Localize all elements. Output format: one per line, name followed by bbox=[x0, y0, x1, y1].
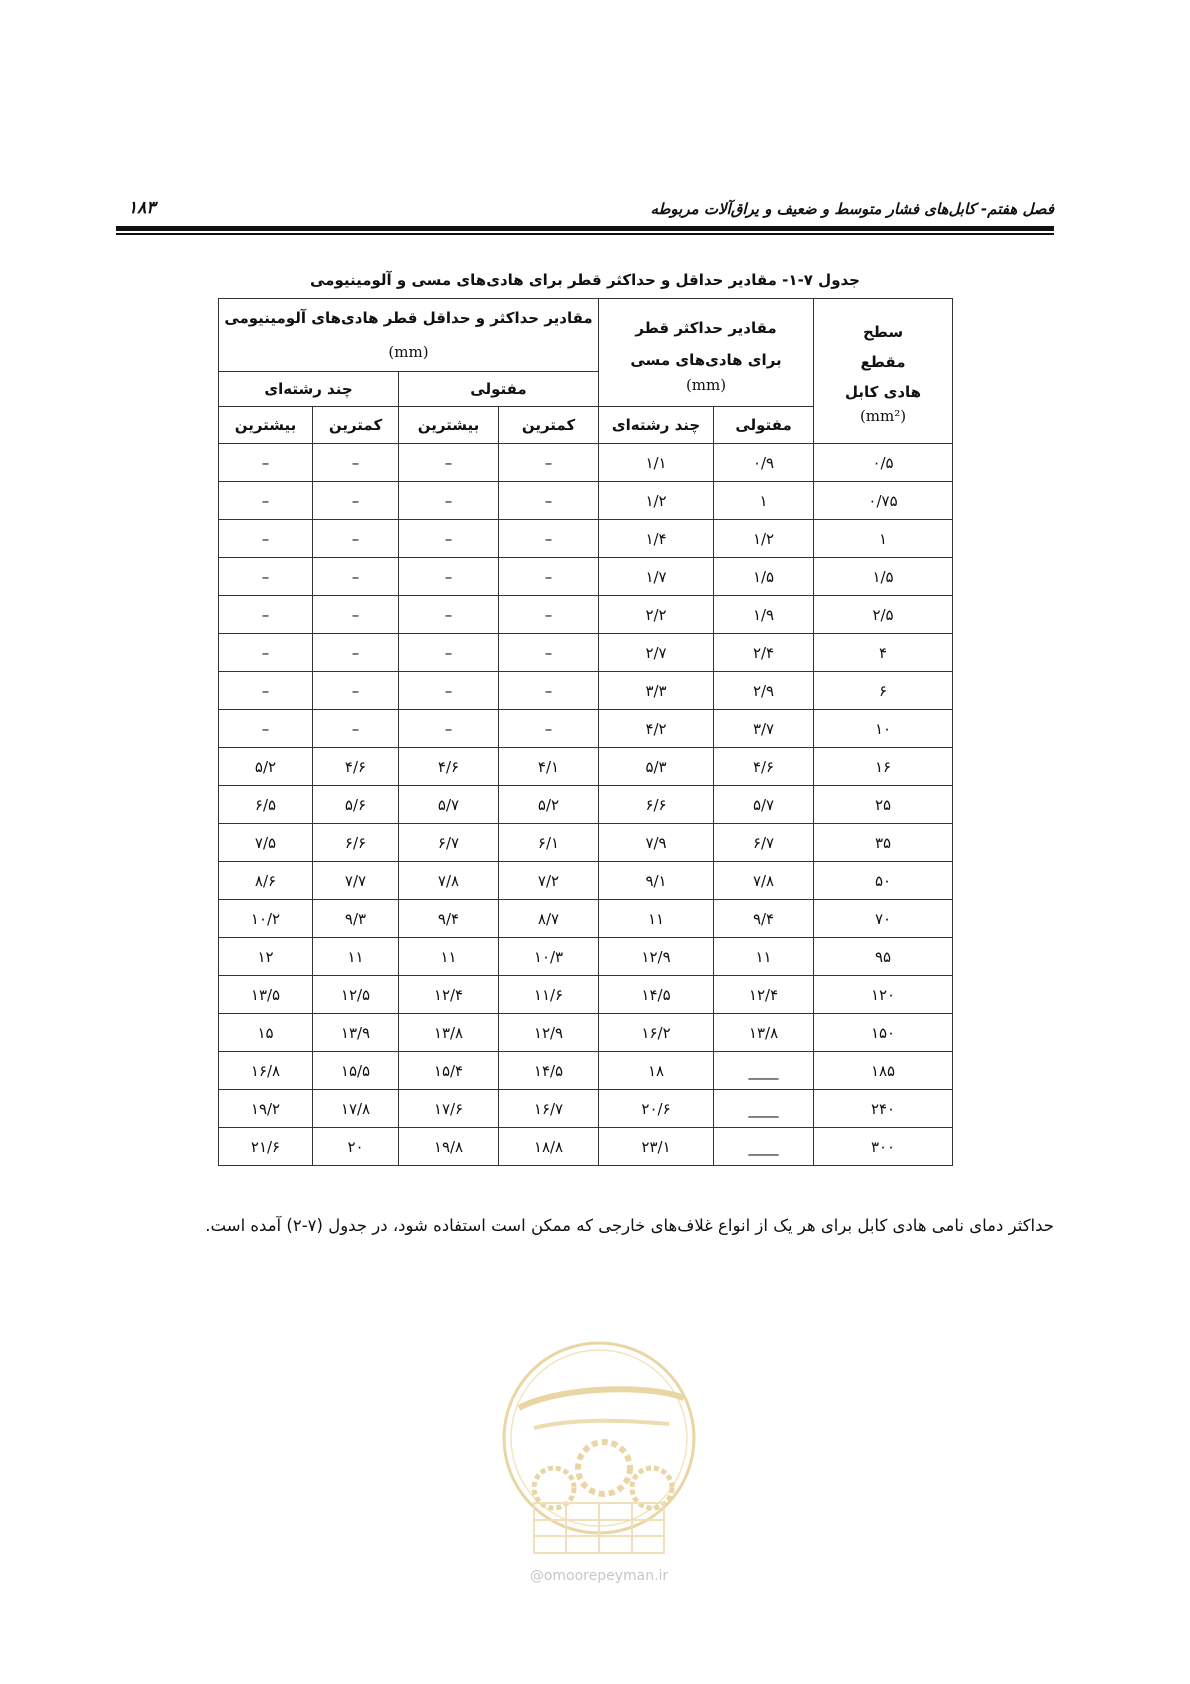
table-cell: ۱۵ bbox=[219, 1014, 313, 1052]
table-cell: ۷/۲ bbox=[499, 862, 599, 900]
header-al-stranded-max: بیشترین bbox=[219, 407, 313, 444]
table-cell: – bbox=[313, 444, 399, 482]
table-cell: ۱۶ bbox=[814, 748, 953, 786]
table-cell: – bbox=[313, 672, 399, 710]
table-row bbox=[219, 558, 953, 596]
diameter-table bbox=[218, 298, 953, 1166]
table-cell: ۴/۶ bbox=[399, 748, 499, 786]
table-cell: ۹۵ bbox=[814, 938, 953, 976]
table-cell: ۶/۶ bbox=[599, 786, 714, 824]
table-row bbox=[219, 672, 953, 710]
table-cell: ۱۲۰ bbox=[814, 976, 953, 1014]
table-cell: ۱/۵ bbox=[714, 558, 814, 596]
table-row bbox=[219, 520, 953, 558]
table-cell: ۱/۲ bbox=[599, 482, 714, 520]
table-cell: – bbox=[399, 672, 499, 710]
table-cell: ۱/۴ bbox=[599, 520, 714, 558]
table-row bbox=[219, 900, 953, 938]
table-cell: ۹/۴ bbox=[714, 900, 814, 938]
table-cell: ۱۰ bbox=[814, 710, 953, 748]
table-cell: – bbox=[219, 444, 313, 482]
table-cell: ____ bbox=[714, 1090, 814, 1128]
table-row bbox=[219, 1014, 953, 1052]
table-cell: ۴/۲ bbox=[599, 710, 714, 748]
table-cell: – bbox=[499, 520, 599, 558]
table-cell: ۷/۵ bbox=[219, 824, 313, 862]
watermark-emblem bbox=[494, 1328, 704, 1564]
table-cell: ۱۲ bbox=[219, 938, 313, 976]
table-body bbox=[219, 444, 953, 1166]
aluminum-unit: (mm) bbox=[388, 343, 429, 361]
table-cell: ۷/۸ bbox=[399, 862, 499, 900]
table-row bbox=[219, 1052, 953, 1090]
chapter-title: فصل هفتم- کابل‌های فشار متوسط و ضعیف و یراق‌آلات مربوطه bbox=[650, 200, 1054, 218]
body-paragraph: حداکثر دمای نامی هادی کابل برای هر یک از انواع غلاف‌های خارجی که ممکن است استفاده شود، در جدول (۷-۲) آمده است. bbox=[205, 1216, 1054, 1235]
table-cell: ۲۳/۱ bbox=[599, 1128, 714, 1166]
table-cell: ۹/۴ bbox=[399, 900, 499, 938]
table-cell: ۶/۷ bbox=[399, 824, 499, 862]
table-cell: ۱۲/۴ bbox=[714, 976, 814, 1014]
table-cell: – bbox=[219, 634, 313, 672]
table-cell: ۲/۵ bbox=[814, 596, 953, 634]
table-cell: – bbox=[313, 596, 399, 634]
table-cell: – bbox=[399, 520, 499, 558]
cross-section-unit: (mm²) bbox=[859, 407, 907, 425]
table-cell: ۳۵ bbox=[814, 824, 953, 862]
table-cell: ۲/۹ bbox=[714, 672, 814, 710]
header-al-stranded: چند رشته‌ای bbox=[219, 372, 399, 407]
table-cell: ۱/۷ bbox=[599, 558, 714, 596]
table-row bbox=[219, 786, 953, 824]
table-cell: ۷۰ bbox=[814, 900, 953, 938]
table-cell: – bbox=[499, 710, 599, 748]
table-cell: ____ bbox=[714, 1052, 814, 1090]
table-cell: ۲۴۰ bbox=[814, 1090, 953, 1128]
table-cell: ۵/۲ bbox=[499, 786, 599, 824]
table-cell: ۵/۳ bbox=[599, 748, 714, 786]
table-cell: ۱۳/۵ bbox=[219, 976, 313, 1014]
table-cell: ۰/۵ bbox=[814, 444, 953, 482]
table-cell: ۱۱ bbox=[313, 938, 399, 976]
table-cell: ۱/۲ bbox=[714, 520, 814, 558]
table-cell: ۶ bbox=[814, 672, 953, 710]
table-cell: ۱۱/۶ bbox=[499, 976, 599, 1014]
table-cell: ۱۷/۶ bbox=[399, 1090, 499, 1128]
header-cross-section: سطح مقطع هادی کابل (mm²) bbox=[814, 299, 953, 444]
header-al-solid-max: بیشترین bbox=[399, 407, 499, 444]
table-cell: ۱۹/۲ bbox=[219, 1090, 313, 1128]
table-cell: ۱۱ bbox=[599, 900, 714, 938]
table-cell: ۶/۷ bbox=[714, 824, 814, 862]
table-cell: ۱۳/۸ bbox=[399, 1014, 499, 1052]
table-caption: جدول ۷-۱- مقادیر حداقل و حداکثر قطر برای هادی‌های مسی و آلومینیومی bbox=[310, 271, 860, 289]
table-cell: ۲/۴ bbox=[714, 634, 814, 672]
table-row bbox=[219, 976, 953, 1014]
table-cell: ۶/۱ bbox=[499, 824, 599, 862]
table-cell: – bbox=[219, 710, 313, 748]
table-cell: ۹/۱ bbox=[599, 862, 714, 900]
table-cell: ۵/۲ bbox=[219, 748, 313, 786]
table-row bbox=[219, 482, 953, 520]
table-cell: ۱۶/۷ bbox=[499, 1090, 599, 1128]
table-row bbox=[219, 1128, 953, 1166]
header-al-solid-min: کمترین bbox=[499, 407, 599, 444]
header-cu-stranded: چند رشته‌ای bbox=[599, 407, 714, 444]
header-rule-thin bbox=[116, 233, 1054, 235]
table-cell: – bbox=[399, 710, 499, 748]
table-row bbox=[219, 824, 953, 862]
table-cell: – bbox=[399, 596, 499, 634]
table-cell: ۱/۵ bbox=[814, 558, 953, 596]
table-cell: ۸/۶ bbox=[219, 862, 313, 900]
table-cell: ۷/۷ bbox=[313, 862, 399, 900]
table-cell: ۳/۷ bbox=[714, 710, 814, 748]
page-number: ۱۸۳ bbox=[128, 198, 156, 218]
table-cell: ۱۶/۲ bbox=[599, 1014, 714, 1052]
table-cell: – bbox=[219, 520, 313, 558]
table-row bbox=[219, 444, 953, 482]
table-cell: ۱۸ bbox=[599, 1052, 714, 1090]
table-cell: ۱۲/۵ bbox=[313, 976, 399, 1014]
table-cell: – bbox=[219, 558, 313, 596]
table-cell: ۲۵ bbox=[814, 786, 953, 824]
table-cell: ۰/۹ bbox=[714, 444, 814, 482]
table-cell: ۲۰ bbox=[313, 1128, 399, 1166]
table-row bbox=[219, 938, 953, 976]
copper-unit: (mm) bbox=[685, 375, 727, 394]
header-cu-solid: مفتولی bbox=[714, 407, 814, 444]
table-cell: ____ bbox=[714, 1128, 814, 1166]
table-cell: ۱۲/۴ bbox=[399, 976, 499, 1014]
table-cell: ۱۸/۸ bbox=[499, 1128, 599, 1166]
table-cell: ۲/۲ bbox=[599, 596, 714, 634]
table-cell: – bbox=[499, 672, 599, 710]
table-cell: ۴/۱ bbox=[499, 748, 599, 786]
table-cell: ۱۵/۵ bbox=[313, 1052, 399, 1090]
table-row bbox=[219, 862, 953, 900]
table-cell: ۱۴/۵ bbox=[599, 976, 714, 1014]
table-cell: ۱۵۰ bbox=[814, 1014, 953, 1052]
table-cell: ۱۵/۴ bbox=[399, 1052, 499, 1090]
table-cell: – bbox=[499, 444, 599, 482]
table-cell: – bbox=[313, 634, 399, 672]
table-row bbox=[219, 710, 953, 748]
table-cell: ۷/۹ bbox=[599, 824, 714, 862]
table-cell: – bbox=[499, 634, 599, 672]
header-al-stranded-min: کمترین bbox=[313, 407, 399, 444]
table-cell: ۱۸۵ bbox=[814, 1052, 953, 1090]
table-cell: ۱۳/۸ bbox=[714, 1014, 814, 1052]
table-cell: ۵/۷ bbox=[399, 786, 499, 824]
table-row bbox=[219, 596, 953, 634]
table-cell: – bbox=[399, 558, 499, 596]
table-cell: ۱۲/۹ bbox=[599, 938, 714, 976]
table-cell: – bbox=[399, 482, 499, 520]
table-cell: ۹/۳ bbox=[313, 900, 399, 938]
table-cell: ۱۲/۹ bbox=[499, 1014, 599, 1052]
table-row bbox=[219, 634, 953, 672]
table-cell: – bbox=[219, 482, 313, 520]
table-cell: – bbox=[219, 596, 313, 634]
table-cell: – bbox=[313, 482, 399, 520]
table-cell: – bbox=[313, 558, 399, 596]
table-cell: ۱۰/۳ bbox=[499, 938, 599, 976]
table-row bbox=[219, 1090, 953, 1128]
table-cell: ۱ bbox=[714, 482, 814, 520]
table-cell: ۳/۳ bbox=[599, 672, 714, 710]
table-cell: – bbox=[219, 672, 313, 710]
table-cell: – bbox=[313, 520, 399, 558]
table-cell: ۱۴/۵ bbox=[499, 1052, 599, 1090]
table-cell: ۱۷/۸ bbox=[313, 1090, 399, 1128]
table-cell: – bbox=[499, 558, 599, 596]
header-copper: مقادیر حداکثر قطر برای هادی‌های مسی (mm) bbox=[599, 299, 814, 407]
watermark-url: @omoorepeyman.ir bbox=[529, 1568, 669, 1584]
table-cell: ۴/۶ bbox=[714, 748, 814, 786]
table-cell: – bbox=[499, 596, 599, 634]
table-cell: ۱۰/۲ bbox=[219, 900, 313, 938]
table-cell: ۷/۸ bbox=[714, 862, 814, 900]
table-cell: ۱۱ bbox=[714, 938, 814, 976]
table-cell: – bbox=[399, 634, 499, 672]
table-cell: ۸/۷ bbox=[499, 900, 599, 938]
table-cell: ۲/۷ bbox=[599, 634, 714, 672]
table-cell: ۱ bbox=[814, 520, 953, 558]
table-cell: ۶/۵ bbox=[219, 786, 313, 824]
table-cell: ۱۳/۹ bbox=[313, 1014, 399, 1052]
table-cell: ۴ bbox=[814, 634, 953, 672]
table-cell: ۱۱ bbox=[399, 938, 499, 976]
table-cell: ۱/۹ bbox=[714, 596, 814, 634]
table-cell: ۰/۷۵ bbox=[814, 482, 953, 520]
table-cell: ۵/۶ bbox=[313, 786, 399, 824]
header-al-solid: مفتولی bbox=[399, 372, 599, 407]
table-cell: ۵۰ bbox=[814, 862, 953, 900]
table-cell: – bbox=[313, 710, 399, 748]
table-cell: ۵/۷ bbox=[714, 786, 814, 824]
header-rule-thick bbox=[116, 226, 1054, 231]
table-cell: ۲۱/۶ bbox=[219, 1128, 313, 1166]
table-cell: – bbox=[399, 444, 499, 482]
header-aluminum: مقادیر حداکثر و حداقل قطر هادی‌های آلومینیومی (mm) bbox=[219, 299, 599, 372]
table-cell: – bbox=[499, 482, 599, 520]
table-cell: ۱۶/۸ bbox=[219, 1052, 313, 1090]
watermark-logo bbox=[494, 1328, 704, 1596]
table-cell: ۴/۶ bbox=[313, 748, 399, 786]
table-cell: ۶/۶ bbox=[313, 824, 399, 862]
table-cell: ۱۹/۸ bbox=[399, 1128, 499, 1166]
table-row bbox=[219, 748, 953, 786]
table-cell: ۳۰۰ bbox=[814, 1128, 953, 1166]
table-cell: ۱/۱ bbox=[599, 444, 714, 482]
table-cell: ۲۰/۶ bbox=[599, 1090, 714, 1128]
